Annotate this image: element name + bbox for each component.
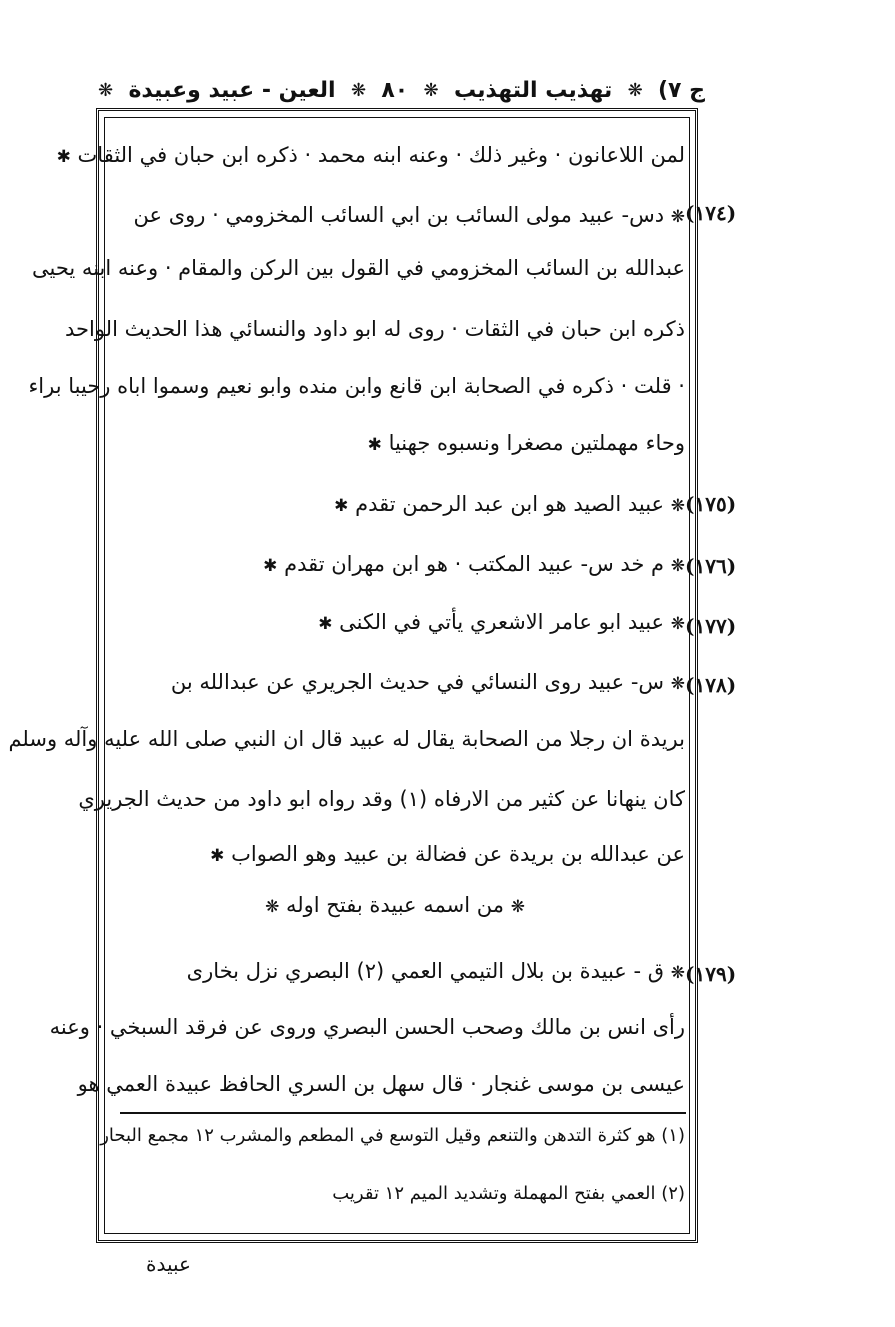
entry-number: (١٧٩) [685, 962, 737, 986]
entry-number: (١٧٤) [685, 201, 737, 225]
entry-number: (١٧٧) [685, 614, 737, 638]
text-line: عن عبدالله بن بريدة عن فضالة بن عبيد وهو الصواب ✱ [210, 842, 685, 866]
footnote-divider [120, 1112, 686, 1114]
end-mark-icon: ✱ [263, 556, 278, 576]
ornament-icon: ❋ [98, 79, 114, 101]
footnote: (١) هو كثرة التدهن والتنعم وقيل التوسع في المطعم والمشرب ١٢ مجمع البحار [100, 1125, 685, 1146]
ornament-icon: ❋ [670, 963, 685, 983]
text-line: كان ينهانا عن كثير من الارفاه (١) وقد رواه ابو داود من حديث الجريري [78, 787, 685, 811]
text-line: بريدة ان رجلا من الصحابة يقال له عبيد قال ان النبي صلى الله عليه وآله وسلم [8, 727, 685, 751]
end-mark-icon: ✱ [210, 846, 225, 866]
volume-label: ج ٧) [657, 77, 705, 103]
text-line: ❋ عبيد ابو عامر الاشعري يأتي في الكنى ✱ [318, 610, 685, 634]
page-header [95, 70, 705, 110]
text-line: لمن اللاعانون · وغير ذلك · وعنه ابنه محمد · ذكره ابن حبان في الثقات ✱ [56, 143, 685, 167]
ornament-icon: ❋ [670, 207, 685, 227]
section-title: العين - عبيد وعبيدة [128, 77, 336, 103]
text-line: ❋ عبيد الصيد هو ابن عبد الرحمن تقدم ✱ [334, 492, 685, 516]
entry-number: (١٧٦) [685, 554, 737, 578]
ornament-icon: ❋ [265, 897, 280, 917]
text-line: ❋ س- عبيد روى النسائي في حديث الجريري عن عبدالله بن [170, 670, 685, 694]
ornament-icon: ❋ [670, 674, 685, 694]
ornament-icon: ❋ [423, 79, 439, 101]
ornament-icon: ❋ [627, 79, 643, 101]
end-mark-icon: ✱ [56, 147, 71, 167]
entry-number: (١٧٨) [685, 673, 737, 697]
end-mark-icon: ✱ [334, 496, 349, 516]
catchword: عبيدة [146, 1252, 191, 1276]
end-mark-icon: ✱ [318, 614, 333, 634]
footnote: (٢) العمي بفتح المهملة وتشديد الميم ١٢ تقريب [332, 1183, 685, 1204]
page-number: ٨٠ [381, 77, 409, 103]
end-mark-icon: ✱ [367, 435, 382, 455]
text-line: عيسى بن موسى غنجار · قال سهل بن السري الحافظ عبيدة العمي هو [77, 1072, 685, 1096]
text-line: ❋ م خد س- عبيد المكتب · هو ابن مهران تقدم ✱ [263, 552, 685, 576]
ornament-icon: ❋ [510, 897, 525, 917]
text-line: ❋ دس- عبيد مولى السائب بن ابي السائب المخزومي · روى عن [133, 203, 685, 227]
ornament-icon: ❋ [670, 496, 685, 516]
ornament-icon: ❋ [350, 79, 367, 101]
ornament-icon: ❋ [670, 614, 685, 634]
text-line: ❋ ق - عبيدة بن بلال التيمي العمي (٢) البصري نزل بخارى [186, 959, 685, 983]
ornament-icon: ❋ [670, 556, 685, 576]
text-line: عبدالله بن السائب المخزومي في القول بين الركن والمقام · وعنه ابنه يحيى [32, 256, 685, 280]
book-title: تهذيب التهذيب [453, 77, 613, 103]
text-line: وحاء مهملتين مصغرا ونسبوه جهنيا ✱ [367, 431, 685, 455]
section-subtitle: ❋ من اسمه عبيدة بفتح اوله ❋ [265, 893, 525, 917]
text-line: رأى انس بن مالك وصحب الحسن البصري وروى عن فرقد السبخي · وعنه [49, 1015, 685, 1039]
text-line: · قلت · ذكره في الصحابة ابن قانع وابن منده وابو نعيم وسموا اباه رحيبا براء [28, 374, 685, 398]
text-line: ذكره ابن حبان في الثقات · روى له ابو داود والنسائي هذا الحديث الواحد [64, 317, 685, 341]
entry-number: (١٧٥) [685, 492, 737, 516]
